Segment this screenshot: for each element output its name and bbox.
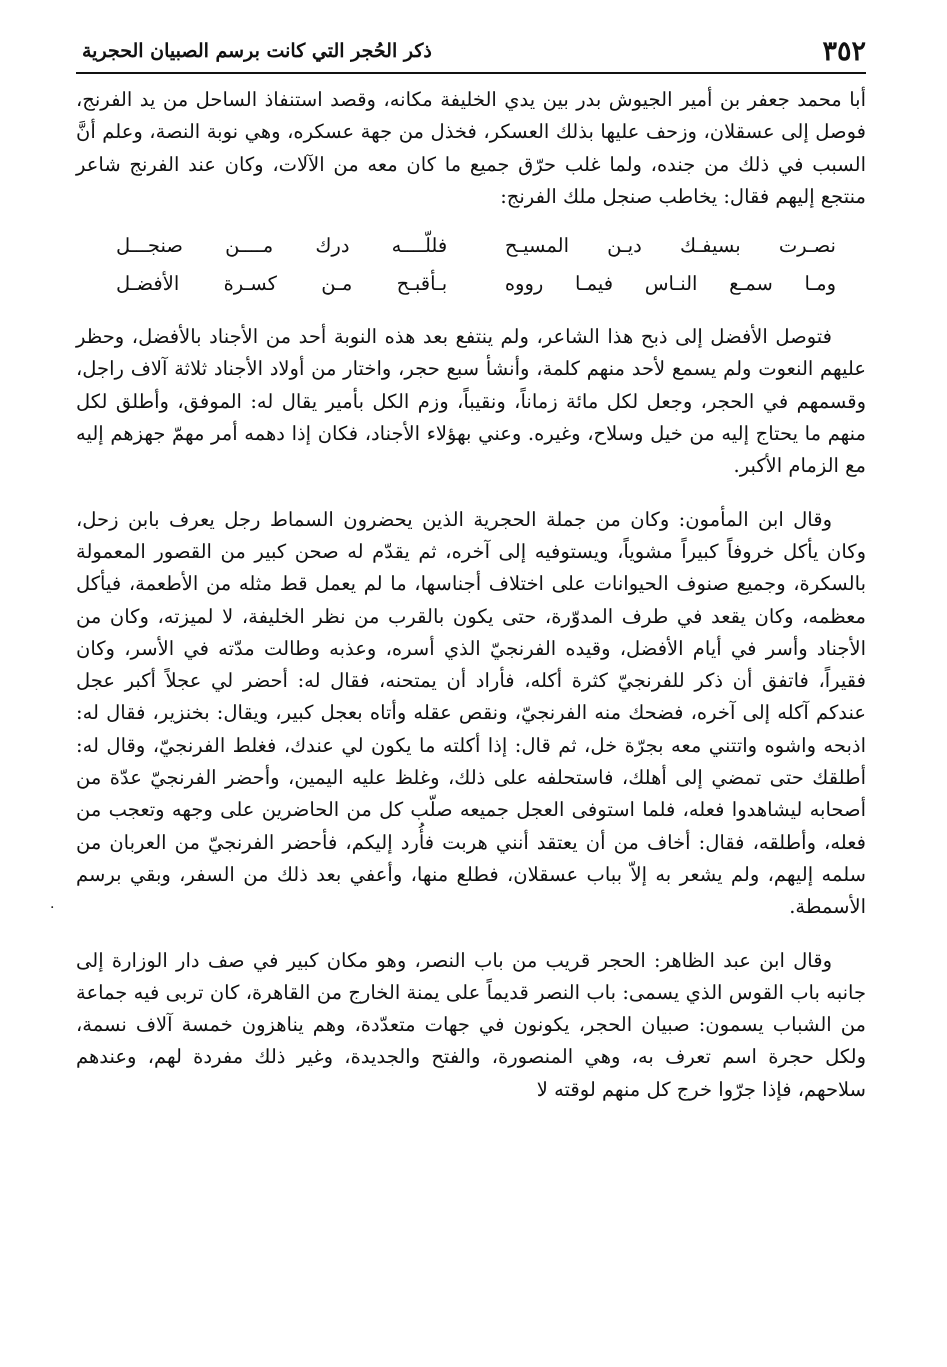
poem [76,227,866,303]
verse-2-right-hemistich: ومـا سمـع النـاس فيمـا رووه [504,272,836,296]
poem-verse-1 [116,227,836,265]
verse-2-left-hemistich: بـأقبـح مـن كسـرة الأفضـل [116,272,448,296]
page-header [76,30,866,74]
paragraph-3: وقال ابن المأمون: وكان من جملة الحجرية الذين يحضرون السماط رجل يعرف بابن زحل، وكان يأكل خروفاً كبيراً مشوياً، ويستوفيه إلى آخره، ثم يقدّم له صحن كبير من القصور المعمولة بالسكرة، وجميع صنوف الحيوانات على اختلاف أجناسها، ما لم يعمل قط مثله من الأطعمة، فيأكل معظمه، وكان يقعد في طرف المدوّرة، حتى يكون بالقرب من نظر الخليفة، لا لميزته، وكان من الأجناد وأسر في أيام الأفضل، وقيده الفرنجيّ الذي أسره، وعذبه وطالت مدّته في الأسر، وكان فقيراً، فاتفق أن ذكر للفرنجيّ كثرة أكله، فأراد أن يمتحنه، فقال له: أحضر لي عجلاً أكبر عجل عندكم آكله إلى آخره، فضحك منه الفرنجيّ، ونقص عقله وأتاه بعجل كبير، ويقال: بخنزير، فقال له: اذبحه واشوه واتتني معه بجرّة خل، ثم قال: إذا أكلته ما يكون لي عندك، فغلط الفرنجيّ، وقال له: أطلقك حتى تمضي إلى أهلك، فاستحلفه على ذلك، وغلظ عليه اليمين، وأحضر الفرنجيّ عدّة من أصحابه ليشاهدوا فعله، فلما استوفى العجل جميعه صلّب كل من الحاضرين على وجهه وتعجب من فعله، وأطلقه، فقال: أخاف من أن يعتقد أنني هربت فأُرد إليكم، فأحضر الفرنجيّ من العربان من سلمه إليهم، ولم يشعر به إلاّ بباب عسقلان، فطلع منها، وأعفي بعد ذلك من السفر، وبقي برسم الأسمطة. [76,507,866,919]
paragraph-1: أبا محمد جعفر بن أمير الجيوش بدر بين يدي الخليفة مكانه، وقصد استنفاذ الساحل من يد الفرنج، فوصل إلى عسقلان، وزحف عليها بذلك العسكر، فخذل من جهة عسكره، وهي نوبة النصة، وعلم أنَّ السبب في ذلك من جنده، ولما غلب حرّق جميع ما كان معه من الآلات، وكان عند الفرنج شاعر منتجع إليهم فقال: يخاطب صنجل ملك الفرنج: [76,88,866,208]
page-body [76,84,866,1106]
verse-1-right-hemistich: نصـرت بسيفـك ديـن المسيـح [504,234,836,258]
paragraph-2: فتوصل الأفضل إلى ذبح هذا الشاعر، ولم ينتفع بعد هذه النوبة أحد من الأجناد بالأفضل، وحظر عليهم النعوت ولم يسمع لأحد منهم كلمة، وأنشأ سبع حجر، واختار من أولاد الأجناد ثلاثة آلاف راجل، وقسمهم في الحجر، وجعل لكل مائة زماناً، ونقيباً، وزم الكل بأمير يقال له: الموفق، وأطلق لكل منهم ما يحتاج إليه من خيل وسلاح، وغيره. وعني بهؤلاء الأجناد، فكان إذا دهمه أمر مهمّ جهزهم إليه مع الزمام الأكبر. [76,325,866,478]
margin-mark: · [50,900,55,916]
paragraph-4: وقال ابن عبد الظاهر: الحجر قريب من باب النصر، وهو مكان كبير في صف دار الوزارة إلى جانبه باب القوس الذي يسمى: باب النصر قديماً على يمنة الخارج من القاهرة، كان تربى فيه جماعة من الشباب يسمون: صبيان الحجر، يكونون في جهات متعدّدة، وهم يناهزون خمسة آلاف نسمة، ولكل حجرة اسم تعرف به، وهي المنصورة، والفتح والجديدة، وغير ذلك مفردة لهم، وعندهم سلاحهم، فإذا جرّوا خرج كل منهم لوقته لا [76,948,866,1101]
page-number: ٣٥٢ [822,36,866,67]
verse-1-left-hemistich: فللّــــه درك مــــن صنجـــل [116,234,448,258]
running-title: ذكر الحُجر التي كانت برسم الصبيان الحجرية [82,40,432,62]
poem-verse-2 [116,265,836,303]
